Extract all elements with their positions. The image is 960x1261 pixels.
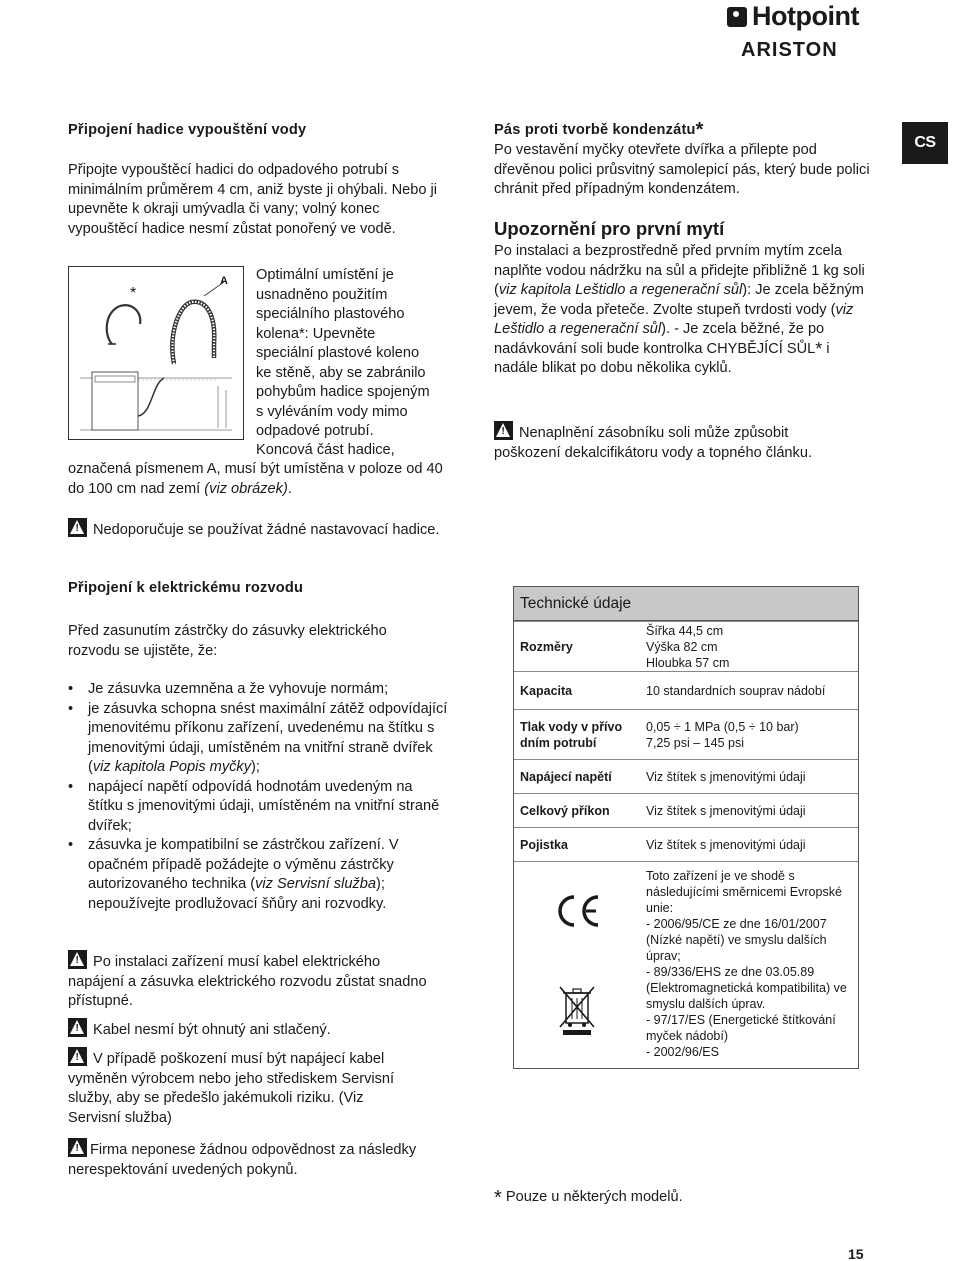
brand-logo [727,3,875,63]
drain-p2-ref: (viz obrázek) [204,480,288,497]
page-number: 15 [848,1246,864,1261]
row-value: Viz štítek s jmenovitými údaji [646,837,806,852]
warning-text: Kabel nesmí být ohnutý ani stlačený. [93,1022,331,1038]
side-line: odpadové potrubí. [256,423,374,439]
checklist-ref: viz kapitola Popis myčky [92,759,252,775]
language-tab: CS [902,122,948,164]
first-wash-warning-text: Nenaplnění zásobníku soli může způsobit poškození dekalcifikátoru vody a topného článku. [494,425,813,461]
warning-icon [68,518,87,537]
electric-warning-2 [68,1018,448,1041]
row-value: Viz štítek s jmenovitými údaji [646,769,806,784]
side-line: s vyléváním vody mimo [256,403,408,420]
brand-name: Hotpoint [752,1,859,32]
warning-text: Po instalaci zařízení musí kabel elektrického napájení a zásuvka elektrického rozvodu zůstat snadno přístupné. [68,954,427,1009]
electric-checklist [68,680,448,914]
value-line: 0,05 ÷ 1 MPa (0,5 ÷ 10 bar) [646,719,799,734]
row-label: Napájecí napětí [520,769,612,784]
side-line: Optimální umístění je [256,267,394,283]
first-wash-t1: Po instalaci a bezprostředně před prvním mytím zcela naplňte vodou nádržku na sůl a přidejte přibližně 1 kg soli ( [494,243,865,298]
table-row [514,621,858,671]
warning-text: Firma neponese žádnou odpovědnost za následky nerespektování uvedených pokynů. [68,1142,417,1178]
electric-warning-1 [68,950,440,1012]
drain-side-text [256,266,456,442]
side-line: pohybům hadice spojeným [256,384,430,400]
condensation-title-text: Pás proti tvorbě kondenzátu [494,122,696,138]
row-label: Celkový příkon [520,803,610,818]
checklist-text: zásuvka je kompatibilní se zástrčkou zařízení. V opačném případě požádejte o výměnu zástrčky autorizovaného technika ( [88,837,399,892]
electric-warning-3 [68,1047,420,1128]
compliance-text [640,862,858,1068]
row-value: 10 standardních souprav nádobí [646,683,826,698]
value-line: Výška 82 cm [646,639,718,654]
side-line: speciálního plastového [256,306,405,322]
table-header: Technické údaje [514,587,858,621]
list-item [68,680,448,700]
weee-bin-icon [557,983,597,1037]
compliance-line: Toto zařízení je ve shodě s následujícími směrnicemi Evropské unie: [646,869,842,915]
first-wash-title: Upozornění pro první mytí [494,218,725,239]
warning-text: V případě poškození musí být napájecí kabel vyměněn výrobcem nebo jeho střediskem Servisní služby, aby se předešlo jakémukoli riziku. (Viz Servisní služba) [68,1051,395,1126]
table-row [514,861,858,1068]
value-line: Hloubka 57 cm [646,655,730,670]
brand-sub: ARISTON [741,39,838,61]
table-row [514,759,858,793]
side-line: ke stěně, aby se zabránilo [256,364,426,381]
warning-icon [68,1018,87,1037]
diagram-label-a: A [220,275,228,287]
footnote [494,1188,794,1209]
list-item [68,778,448,837]
row-value [640,622,858,671]
drain-p2-text: označená písmenem A, musí být umístěna v poloze od 40 do 100 cm nad zemí [68,461,443,497]
compliance-line: - 2006/95/CE ze dne 16/01/2007 (Nízké napětí) ve smyslu dalších úprav; [646,917,827,963]
drain-warning [68,518,448,541]
electric-title: Připojení k elektrickému rozvodu [68,580,304,596]
condensation-text: Po vestavění myčky otevřete dvířka a přilepte pod dřevěnou polici průsvitný samolepicí pás, který bude polici chránit před případným kondenzátem. [494,142,870,197]
warning-icon [68,950,87,969]
warning-icon [68,1138,87,1157]
row-label: Kapacita [520,683,573,698]
row-value [640,710,858,759]
drain-p2 [68,460,448,499]
list-item [68,836,448,914]
condensation-title [494,121,884,141]
checklist-text: napájecí napětí odpovídá hodnotám uvedeným na štítku s jmenovitými údaji, umístěném na vnitřní straně dvířek; [88,778,440,834]
table-row [514,671,858,709]
row-label: Pojistka [520,837,568,852]
electric-intro: Před zasunutím zástrčky do zásuvky elektrického rozvodu se ujistěte, že: [68,623,387,659]
warning-icon [494,421,513,440]
condensation-star: * [695,119,704,141]
list-item [68,700,448,778]
drain-title: Připojení hadice vypouštění vody [68,122,307,138]
footnote-star: * [494,1187,502,1209]
first-wash-ref-2: viz Leštidlo a regenerační sůl [494,301,854,337]
first-wash-t4: i nadále blikat po dobu několika cyklů. [494,340,830,376]
first-wash-ref-1: viz kapitola Leštidlo a regenerační sůl [498,282,743,298]
table-row [514,793,858,827]
compliance-line: - 97/17/ES (Energetické štítkování myček nádobí) [646,1013,836,1043]
compliance-marks [514,862,640,1068]
technical-data-table [513,586,859,1069]
diagram-label-star: * [130,285,137,302]
drain-hose-diagram [68,266,244,440]
drain-p2-line1: Koncová část hadice, [256,442,395,458]
first-wash-star: * [815,338,823,359]
first-wash-text [494,242,876,379]
compliance-line: - 89/336/EHS ze dne 03.05.89 (Elektromagnetická kompatibilita) ve smyslu dalších úprav. [646,965,847,1011]
checklist-text: je zásuvka schopna snést maximální zátěž odpovídající jmenovitému příkonu zařízení, uvedenému na štítku s jmenovitými údaji, umístěném na vnitřní straně dvířek ( [88,700,448,775]
brand-logo-icon [727,7,747,27]
side-line: kolena*: Upevněte [256,325,376,342]
warning-icon [68,1047,87,1066]
value-line: 7,25 psi – 145 psi [646,735,744,750]
checklist-end: ); [251,759,260,775]
drain-paragraph: Připojte vypouštěcí hadici do odpadového potrubí s minimálním průměrem 4 cm, aniž byste ji ohýbali. Nebo ji upevněte k okraji umývadla či vany; volný konec vypouštěcí hadice nesmí zůstat ponořený ve vodě. [68,162,438,237]
value-line: Šířka 44,5 cm [646,623,724,638]
drain-hose-illustration [68,266,244,440]
table-row [514,709,858,759]
row-label: Tlak vody v přívo dním potrubí [520,719,623,750]
row-label: Rozměry [520,639,573,654]
drain-p2-end: . [287,480,292,497]
drain-warning-text: Nedoporučuje se používat žádné nastavovací hadice. [93,522,440,538]
compliance-line: - 2002/96/ES [646,1045,719,1059]
checklist-ref: viz Servisní služba [255,876,376,892]
checklist-end: ); nepoužívejte prodlužovací šňůry ani rozvodky. [88,876,387,912]
side-line: usnadněno použitím [256,286,388,303]
table-row [514,827,858,861]
checklist-text: Je zásuvka uzemněna a že vyhovuje normám; [88,681,389,697]
ce-mark-icon [552,893,602,929]
first-wash-t2: ): Je zcela běžným jevem, že voda přeteče. Zvolte stupeň tvrdosti vody ( [494,282,864,318]
side-line: speciální plastové koleno [256,345,420,361]
row-value: Viz štítek s jmenovitými údaji [646,803,806,818]
electric-warning-4 [68,1138,458,1180]
first-wash-t3: ). - Je zcela běžné, že po nadávkování soli bude kontrolka CHYBĚJÍCÍ SŮL [494,321,825,357]
first-wash-warning [494,421,858,463]
footnote-text: Pouze u některých modelů. [501,1189,683,1205]
